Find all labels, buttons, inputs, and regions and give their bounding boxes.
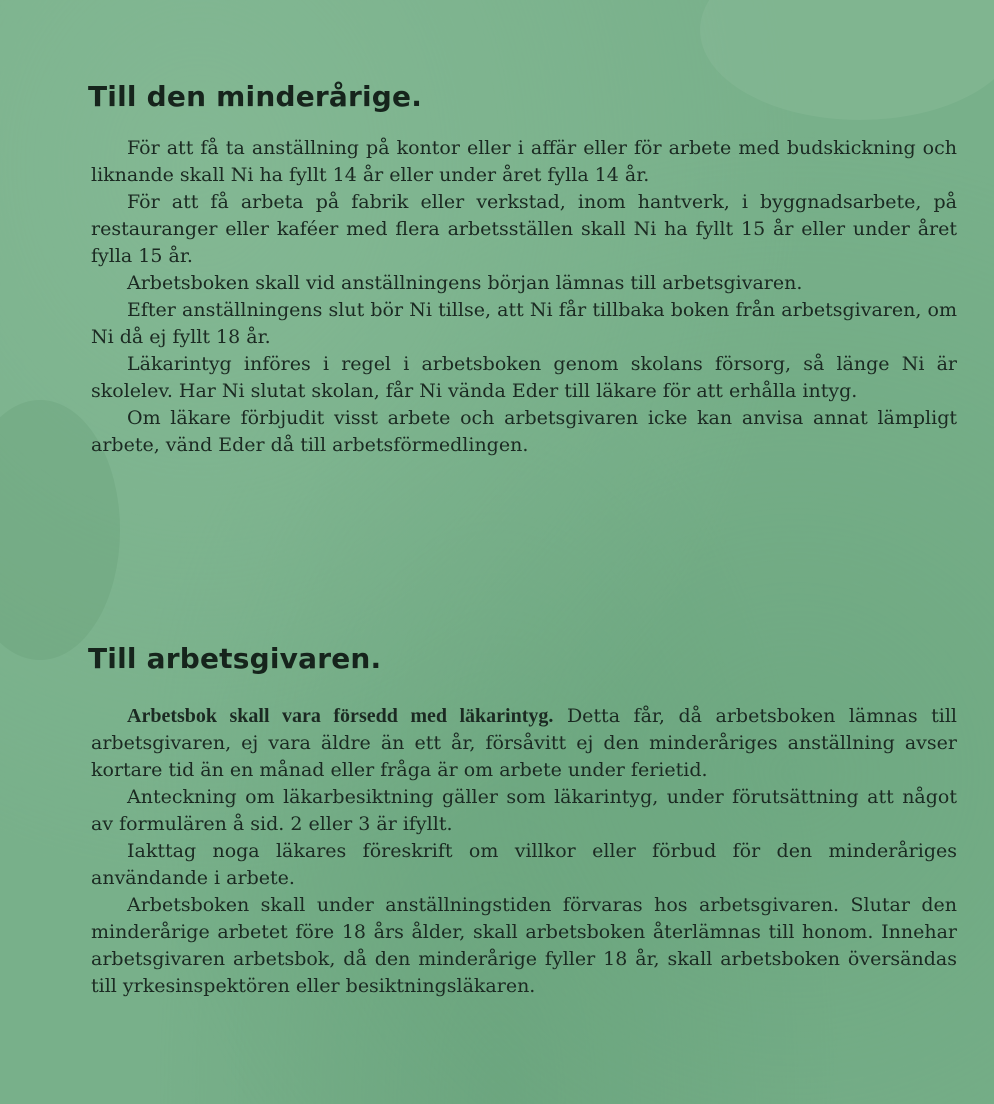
lead-text: Detta får, då arbetsboken lämnas till arbetsgivaren, ej vara äldre än ett år, försåvitt ej den minderåriges anställning avser kortare tid än en månad eller fråga är om arbete under ferietid. — [91, 705, 957, 781]
paragraph: Läkarintyg införes i regel i arbetsboken genom skolans försorg, så länge Ni är skolelev. Har Ni slutat skolan, får Ni vända Eder till läkare för att erhålla intyg. — [91, 353, 957, 402]
paragraph: För att få ta anställning på kontor eller i affär eller för arbete med budskickning och liknande skall Ni ha fyllt 14 år eller under året fylla 14 år. — [91, 137, 957, 186]
paragraph: Iakttag noga läkares föreskrift om villkor eller förbud för den minderåriges användande i arbete. — [91, 840, 957, 889]
paragraph: För att få arbeta på fabrik eller verkstad, inom hantverk, i byggnadsarbete, på restauranger eller kaféer med flera arbetsställen skall Ni ha fyllt 15 år eller under året fylla 15 år. — [91, 191, 957, 267]
paper-stain — [700, 0, 994, 120]
section-heading-employer: Till arbetsgivaren. — [88, 642, 382, 675]
paragraph: Efter anställningens slut bör Ni tillse, att Ni får tillbaka boken från arbetsgivaren, om Ni då ej fyllt 18 år. — [91, 299, 957, 348]
paragraph: Om läkare förbjudit visst arbete och arbetsgivaren icke kan anvisa annat lämpligt arbete, vänd Eder då till arbetsförmedlingen. — [91, 407, 957, 456]
lead-paragraph — [91, 703, 957, 784]
lead-bold-text: Arbetsbok skall vara försedd med läkarintyg. — [127, 705, 554, 727]
section-body-minor — [91, 135, 957, 459]
paragraph: Arbetsboken skall under anställningstiden förvaras hos arbetsgivaren. Slutar den minderårige arbetet före 18 års ålder, skall arbetsboken återlämnas till honom. Innehar arbetsgivaren arbetsbok, då den minderårige fyller 18 år, skall arbetsboken översändas till yrkesinspektören eller besiktningsläkaren. — [91, 894, 957, 997]
section-body-employer — [91, 703, 957, 1000]
paragraph: Arbetsboken skall vid anställningens början lämnas till arbetsgivaren. — [127, 272, 803, 294]
section-heading-minor: Till den minderårige. — [88, 80, 423, 113]
paragraph: Anteckning om läkarbesiktning gäller som läkarintyg, under förutsättning att något av formulären å sid. 2 eller 3 är ifyllt. — [91, 786, 957, 835]
